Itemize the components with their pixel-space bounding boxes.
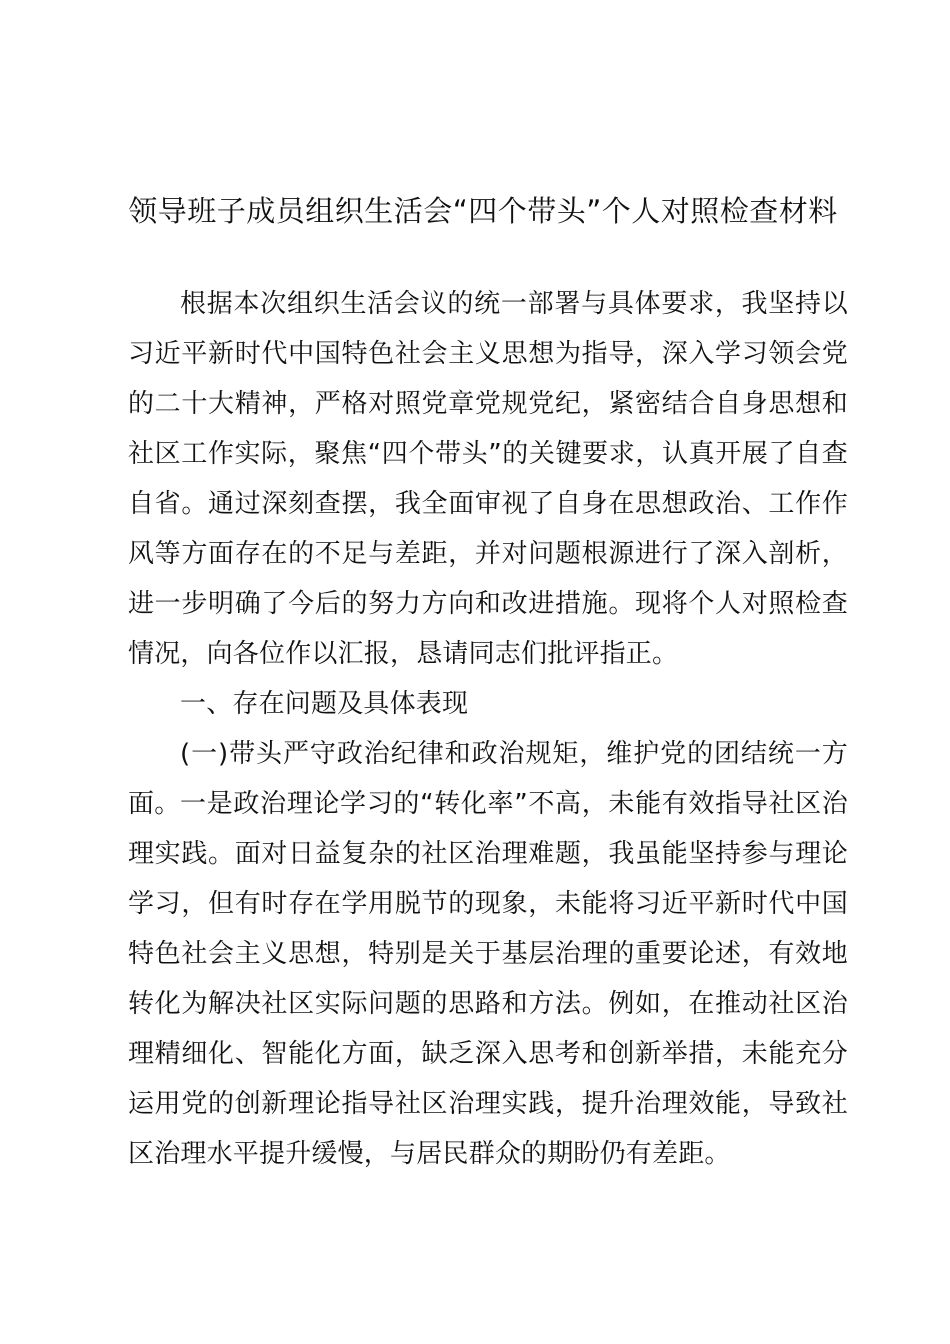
point-paragraph: 一是政治理论学习的“转化率”不高，未能有效指导社区治理实践。面对日益复杂的社区治理难题，我虽能坚持参与理论学习，但有时存在学用脱节的现象，未能将习近平新时代中国特色社会主义思想，特别是关于基层治理的重要论述，有效地转化为解决社区实际问题的思路和方法。例如，在推动社区治理精细化、智能化方面，缺乏深入思考和创新举措，未能充分运用党的创新理论指导社区治理实践，提升治理效能，导致社区治理水平提升缓慢，与居民群众的期盼仍有差距。 xyxy=(128,789,848,1169)
section-heading: 一、存在问题及具体表现 xyxy=(180,689,469,719)
document-title: 领导班子成员组织生活会“四个带头”个人对照检查材料 xyxy=(128,194,838,228)
intro-paragraph: 根据本次组织生活会议的统一部署与具体要求，我坚持以习近平新时代中国特色社会主义思想为指导，深入学习领会党的二十大精神，严格对照党章党规党纪，紧密结合自身思想和社区工作实际，聚焦“四个带头”的关键要求，认真开展了自查自省。通过深刻查摆，我全面审视了自身在思想政治、工作作风等方面存在的不足与差距，并对问题根源进行了深入剖析，进一步明确了今后的努力方向和改进措施。现将个人对照检查情况，向各位作以汇报，恳请同志们批评指正。 xyxy=(128,289,848,669)
subsection-heading: (一)带头严守政治纪律和政治规矩，维护党的团结统一方面。 xyxy=(128,739,848,819)
